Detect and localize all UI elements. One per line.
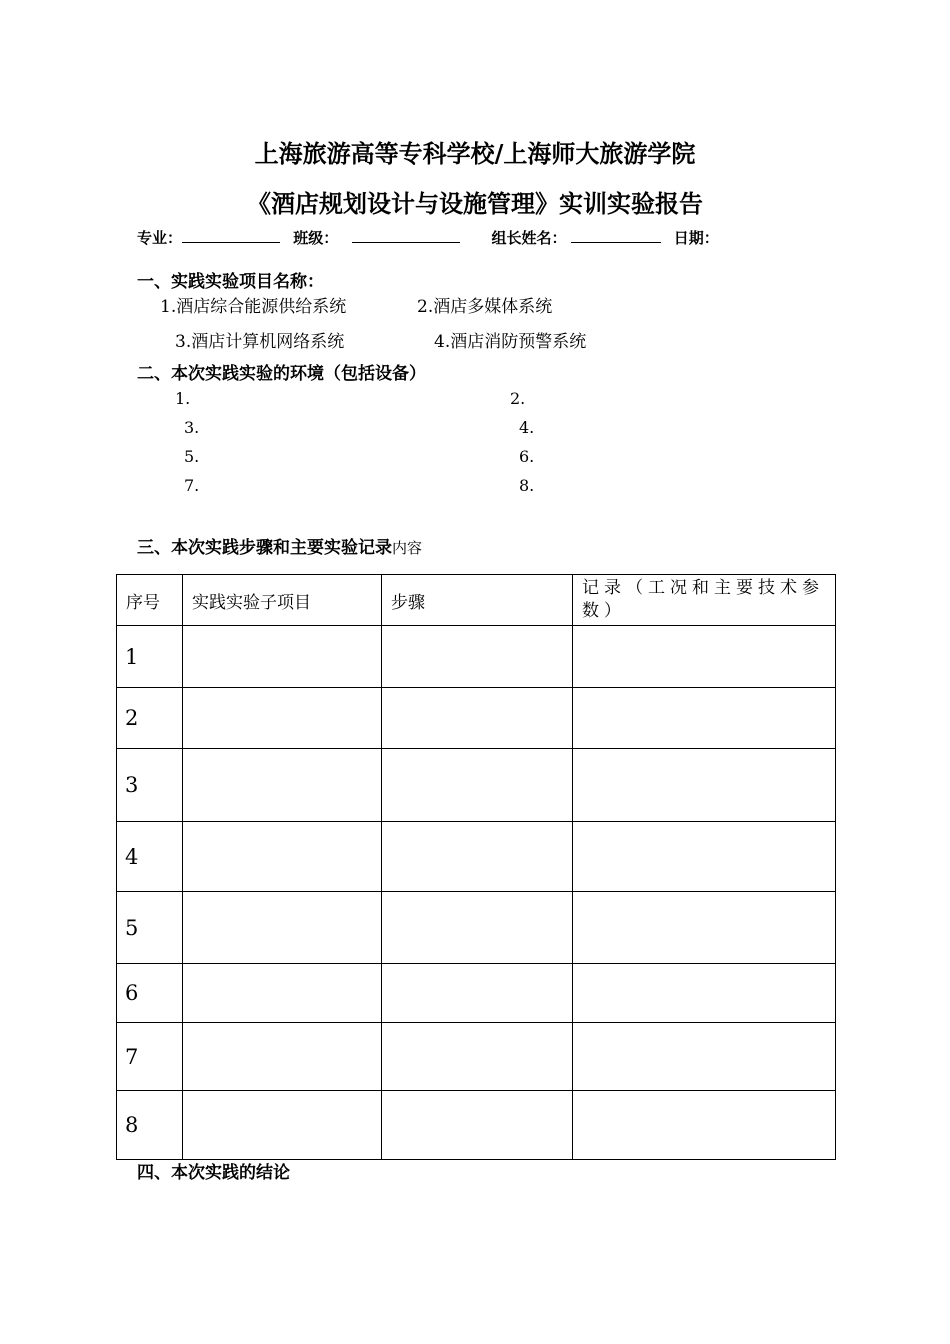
- env-item: 1.: [175, 389, 191, 408]
- row-number: 8: [117, 1091, 183, 1160]
- env-item: 8.: [519, 476, 535, 495]
- document-title: 上海旅游高等专科学校/上海师大旅游学院: [254, 139, 696, 168]
- project-item: 3.酒店计算机网络系统: [175, 332, 345, 352]
- table-row: [117, 626, 836, 688]
- subproject-cell[interactable]: [183, 626, 382, 688]
- subproject-cell[interactable]: [183, 1023, 382, 1091]
- steps-cell[interactable]: [382, 892, 573, 964]
- record-cell[interactable]: [573, 749, 836, 822]
- meta-line: [137, 227, 719, 248]
- steps-cell[interactable]: [382, 964, 573, 1023]
- section3-heading: [137, 533, 422, 558]
- steps-cell[interactable]: [382, 626, 573, 688]
- table-row: [117, 688, 836, 749]
- project-item: 2.酒店多媒体系统: [417, 297, 553, 317]
- env-item: 7.: [184, 476, 200, 495]
- row-number: 5: [117, 892, 183, 964]
- row-number: 1: [117, 626, 183, 688]
- header-steps: 步骤: [382, 575, 573, 626]
- row-number: 3: [117, 749, 183, 822]
- subproject-cell[interactable]: [183, 822, 382, 892]
- major-blank[interactable]: [182, 228, 280, 243]
- steps-cell[interactable]: [382, 688, 573, 749]
- date-label: 日期：: [673, 229, 719, 247]
- record-cell[interactable]: [573, 688, 836, 749]
- record-cell[interactable]: [573, 626, 836, 688]
- subproject-cell[interactable]: [183, 964, 382, 1023]
- record-cell[interactable]: [573, 822, 836, 892]
- table-header-row: [117, 575, 836, 626]
- record-cell[interactable]: [573, 964, 836, 1023]
- env-item: 6.: [519, 447, 535, 466]
- section4-heading: 四、本次实践的结论: [137, 1163, 290, 1183]
- major-label: 专业：: [137, 229, 183, 247]
- subproject-cell[interactable]: [183, 1091, 382, 1160]
- env-item: 2.: [510, 389, 526, 408]
- table-row: [117, 822, 836, 892]
- header-record: 记录（工况和主要技术参数）: [573, 575, 836, 626]
- row-number: 4: [117, 822, 183, 892]
- steps-cell[interactable]: [382, 749, 573, 822]
- record-cell[interactable]: [573, 1091, 836, 1160]
- section3-heading-bold: 三、本次实践步骤和主要实验记录: [137, 538, 392, 558]
- steps-cell[interactable]: [382, 822, 573, 892]
- env-item: 3.: [184, 418, 200, 437]
- row-number: 6: [117, 964, 183, 1023]
- subproject-cell[interactable]: [183, 749, 382, 822]
- header-seq: 序号: [117, 575, 183, 626]
- env-item: 4.: [519, 418, 535, 437]
- env-item: 5.: [184, 447, 200, 466]
- header-subproject: 实践实验子项目: [183, 575, 382, 626]
- leader-label: 组长姓名：: [491, 229, 567, 247]
- project-item: 4.酒店消防预警系统: [434, 332, 587, 352]
- class-label: 班级：: [293, 229, 339, 247]
- project-item: 1.酒店综合能源供给系统: [160, 297, 347, 317]
- class-blank[interactable]: [352, 228, 460, 243]
- record-table: [116, 574, 836, 1160]
- steps-cell[interactable]: [382, 1023, 573, 1091]
- section1-heading: 一、实践实验项目名称：: [137, 272, 324, 292]
- row-number: 7: [117, 1023, 183, 1091]
- report-title: 《酒店规划设计与设施管理》实训实验报告: [247, 189, 703, 218]
- row-number: 2: [117, 688, 183, 749]
- record-cell[interactable]: [573, 892, 836, 964]
- table-row: [117, 892, 836, 964]
- section2-heading: 二、本次实践实验的环境（包括设备）: [137, 364, 426, 384]
- table-row: [117, 964, 836, 1023]
- section3-heading-light: 内容: [392, 539, 423, 557]
- record-cell[interactable]: [573, 1023, 836, 1091]
- table-row: [117, 1023, 836, 1091]
- table-row: [117, 1091, 836, 1160]
- leader-blank[interactable]: [571, 228, 661, 243]
- table-row: [117, 749, 836, 822]
- subproject-cell[interactable]: [183, 688, 382, 749]
- subproject-cell[interactable]: [183, 892, 382, 964]
- steps-cell[interactable]: [382, 1091, 573, 1160]
